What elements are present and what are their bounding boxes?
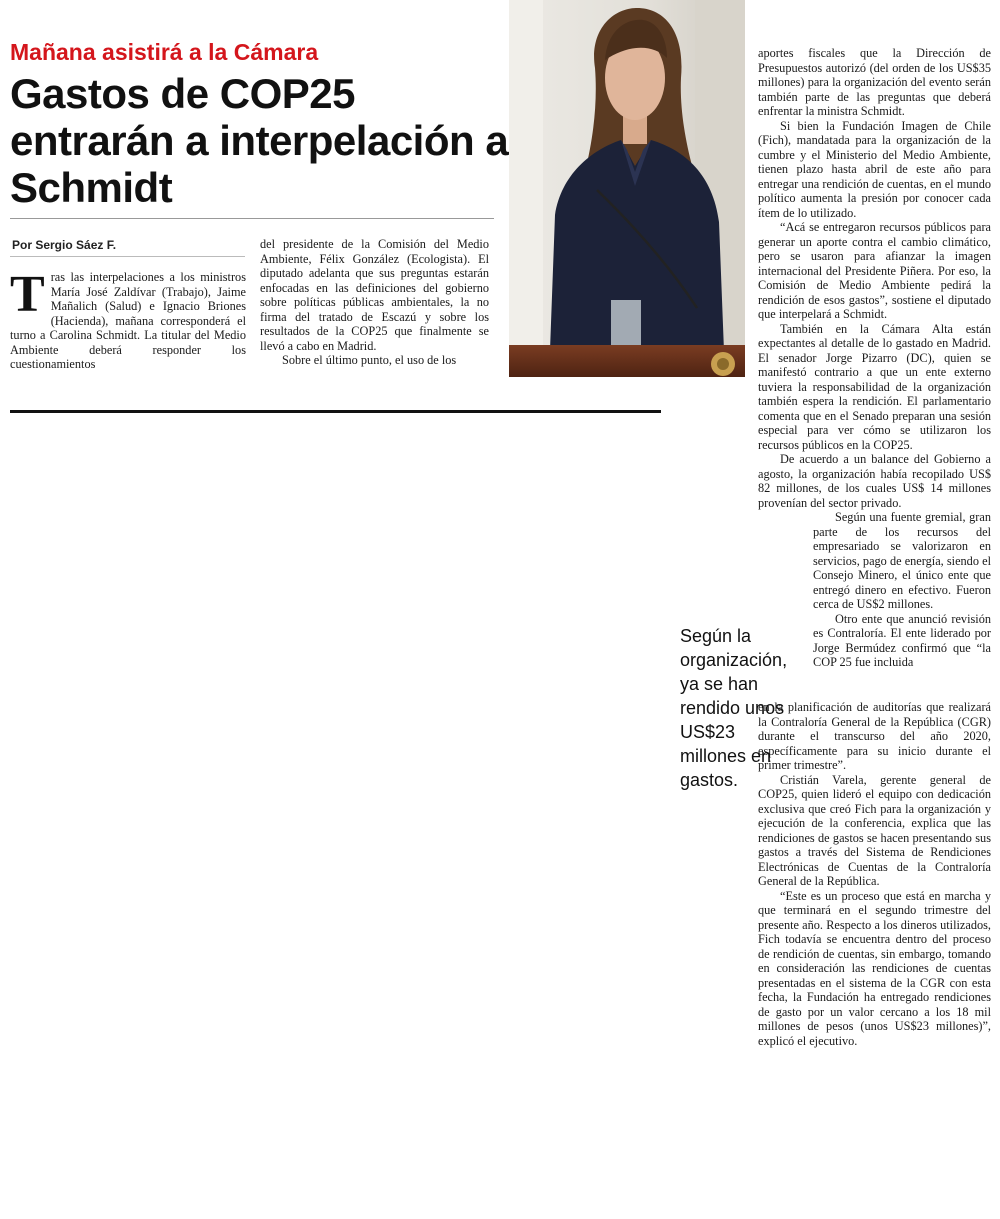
article-column-2 [260,237,489,368]
paragraph: “Acá se entregaron recursos públicos para generar un aporte contra el cambio climático, pero se usaron para afianzar la imagen internacional del Presidente Piñera. Por eso, la Comisión de Medio Ambiente pedirá la rendición de esos gastos”, sostiene el diputado que interpelará a Schmidt. [758,220,991,321]
paragraph: en la planificación de auditorías que realizará la Contraloría General de la República (CGR) durante el transcurso del año 2020, específicamente para su inicio durante el primer trimestre”. [758,700,991,772]
paragraph: aportes fiscales que la Dirección de Presupuestos autorizó (del orden de los US$35 millones) para la organización del evento serán también parte de las preguntas que deberá enfrentar la ministra Schmidt. [758,46,991,118]
byline-rule [10,256,245,257]
paragraph: Tras las interpelaciones a los ministros María José Zaldívar (Trabajo), Jaime Mañalich (Salud) e Ignacio Briones (Hacienda), mañana corresponderá el turno a Carolina Schmidt. La titular del Medio Ambiente deberá responder los cuestionamientos [10,266,246,371]
drop-cap: T [10,266,45,323]
pull-quote: Según la organización, ya se han rendido unos US$23 millones en gastos. [680,626,788,790]
article-column-3 [758,46,991,1048]
paragraph: Otro ente que anunció revisión es Contraloría. El ente liderado por Jorge Bermúdez confirmó que “la COP 25 fue incluida [813,611,991,669]
headline-rule [10,218,494,219]
paragraph: del presidente de la Comisión del Medio Ambiente, Félix González (Ecologista). El diputado adelanta que sus preguntas estarán enfocadas en las definiciones del gobierno sobre políticas públicas ambientales, la no firma del tratado de Escazú y sobre los resultados de la COP25 que finalmente se llevó a cabo en Madrid. [260,237,489,353]
paragraph: Si bien la Fundación Imagen de Chile (Fich), mandatada para la organización de la cumbre y el Ministerio del Medio Ambiente, tienen plazo hasta abril de este año para entregar una rendición de cuentas, en el mundo político aumenta la presión por conocer cada ítem de lo utilizado. [758,118,991,220]
kicker: Mañana asistirá a la Cámara [10,39,319,65]
headline: Gastos de COP25 entrarán a interpelación a Schmidt [10,70,509,211]
paragraph: De acuerdo a un balance del Gobierno a agosto, la organización había recopilado US$ 82 millones, de los cuales US$ 14 millones provenían del sector privado. [758,452,991,510]
paragraph: “Este es un proceso que está en marcha y que terminará en el segundo trimestre del presente año. Respecto a los dineros utilizados, Fich todavía se encuentra dentro del proceso de rendición de cuentas, sin embargo, tomando en consideración las rendiciones de cuentas presentadas en el sistema de la CGR con esta fecha, la Fundación ha entregado rendiciones de gasto por un valor cercano a los 18 mil millones de pesos (unos US$23 millones)”, explicó el ejecutivo. [758,888,991,1048]
article-column-1 [10,266,246,372]
section-divider [10,410,661,413]
byline: Por Sergio Sáez F. [12,238,117,252]
paragraph: Sobre el último punto, el uso de los [282,353,457,367]
paragraph: Cristián Varela, gerente general de COP25, quien lideró el equipo con dedicación exclusiva que creó Fich para la organización y ejecución de la conferencia, explica que las rendiciones de gastos se hacen presentando sus gastos a través del Sistema de Rendiciones Electrónicas de Cuentas de la Contraloría General de la República. [758,772,991,888]
paragraph: Según una fuente gremial, gran parte de los recursos del empresariado se valorizaron en servicios, pago de energía, siendo el Consejo Minero, el único ente que entregó dinero en efectivo. Fueron cerca de US$2 millones. [813,510,991,611]
paragraph: También en la Cámara Alta están expectantes al detalle de lo gastado en Madrid. El senador Jorge Pizarro (DC), quien se manifestó contrario a que un ente externo tuviera la responsabilidad de la organización también espera la rendición. El parlamentario comenta que en el Senado preparan una sesión especial para ver cómo se utilizaron los recursos públicos en la COP25. [758,321,991,452]
minister-portrait [509,0,745,377]
article-photo [509,0,745,377]
